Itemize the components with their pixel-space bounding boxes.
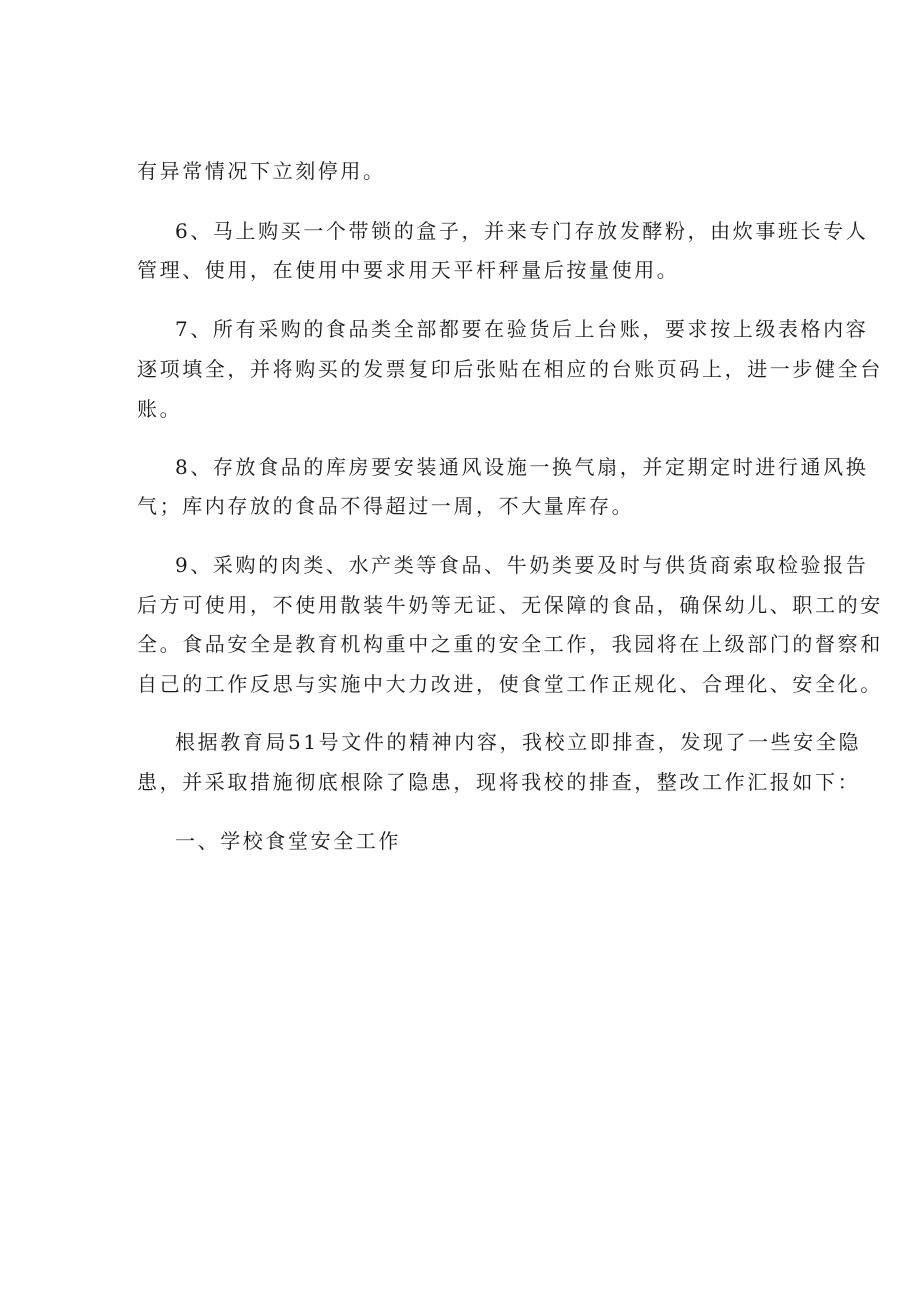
paragraph-7-line-2: 逐项填全，并将购买的发票复印后张贴在相应的台账页码上，进一步健全台 <box>137 357 883 381</box>
paragraph-7-line-3: 账。 <box>137 397 183 421</box>
paragraph-8-line-1: 8、存放食品的库房要安装通风设施一换气扇，并定期定时进行通风换 <box>175 455 869 479</box>
paragraph-6-line-2: 管理、使用，在使用中要求用天平杆秤量后按量使用。 <box>137 258 680 282</box>
paragraph-9-line-1: 9、采购的肉类、水产类等食品、牛奶类要及时与供货商索取检验报告 <box>175 553 869 577</box>
paragraph-intro-line-2: 患，并采取措施彻底根除了隐患，现将我校的排查，整改工作汇报如下： <box>137 770 861 794</box>
paragraph-9-line-4: 自己的工作反思与实施中大力改进，使食堂工作正规化、合理化、安全化。 <box>137 672 883 696</box>
paragraph-7-line-1: 7、所有采购的食品类全部都要在验货后上台账，要求按上级表格内容 <box>175 317 869 341</box>
paragraph-6-line-1: 6、马上购买一个带锁的盒子，并来专门存放发酵粉，由炊事班长专人 <box>175 219 869 243</box>
paragraph-8-line-2: 气；库内存放的食品不得超过一周，不大量库存。 <box>137 494 635 518</box>
paragraph-9-line-3: 全。食品安全是教育机构重中之重的安全工作，我园将在上级部门的督察和 <box>137 632 883 656</box>
paragraph-intro-line-1: 根据教育局51号文件的精神内容，我校立即排查，发现了一些安全隐 <box>175 730 862 754</box>
text-line: 有异常情况下立刻停用。 <box>137 159 386 183</box>
section-heading: 一、学校食堂安全工作 <box>175 829 401 853</box>
paragraph-9-line-2: 后方可使用，不使用散装牛奶等无证、无保障的食品，确保幼儿、职工的安 <box>137 593 883 617</box>
